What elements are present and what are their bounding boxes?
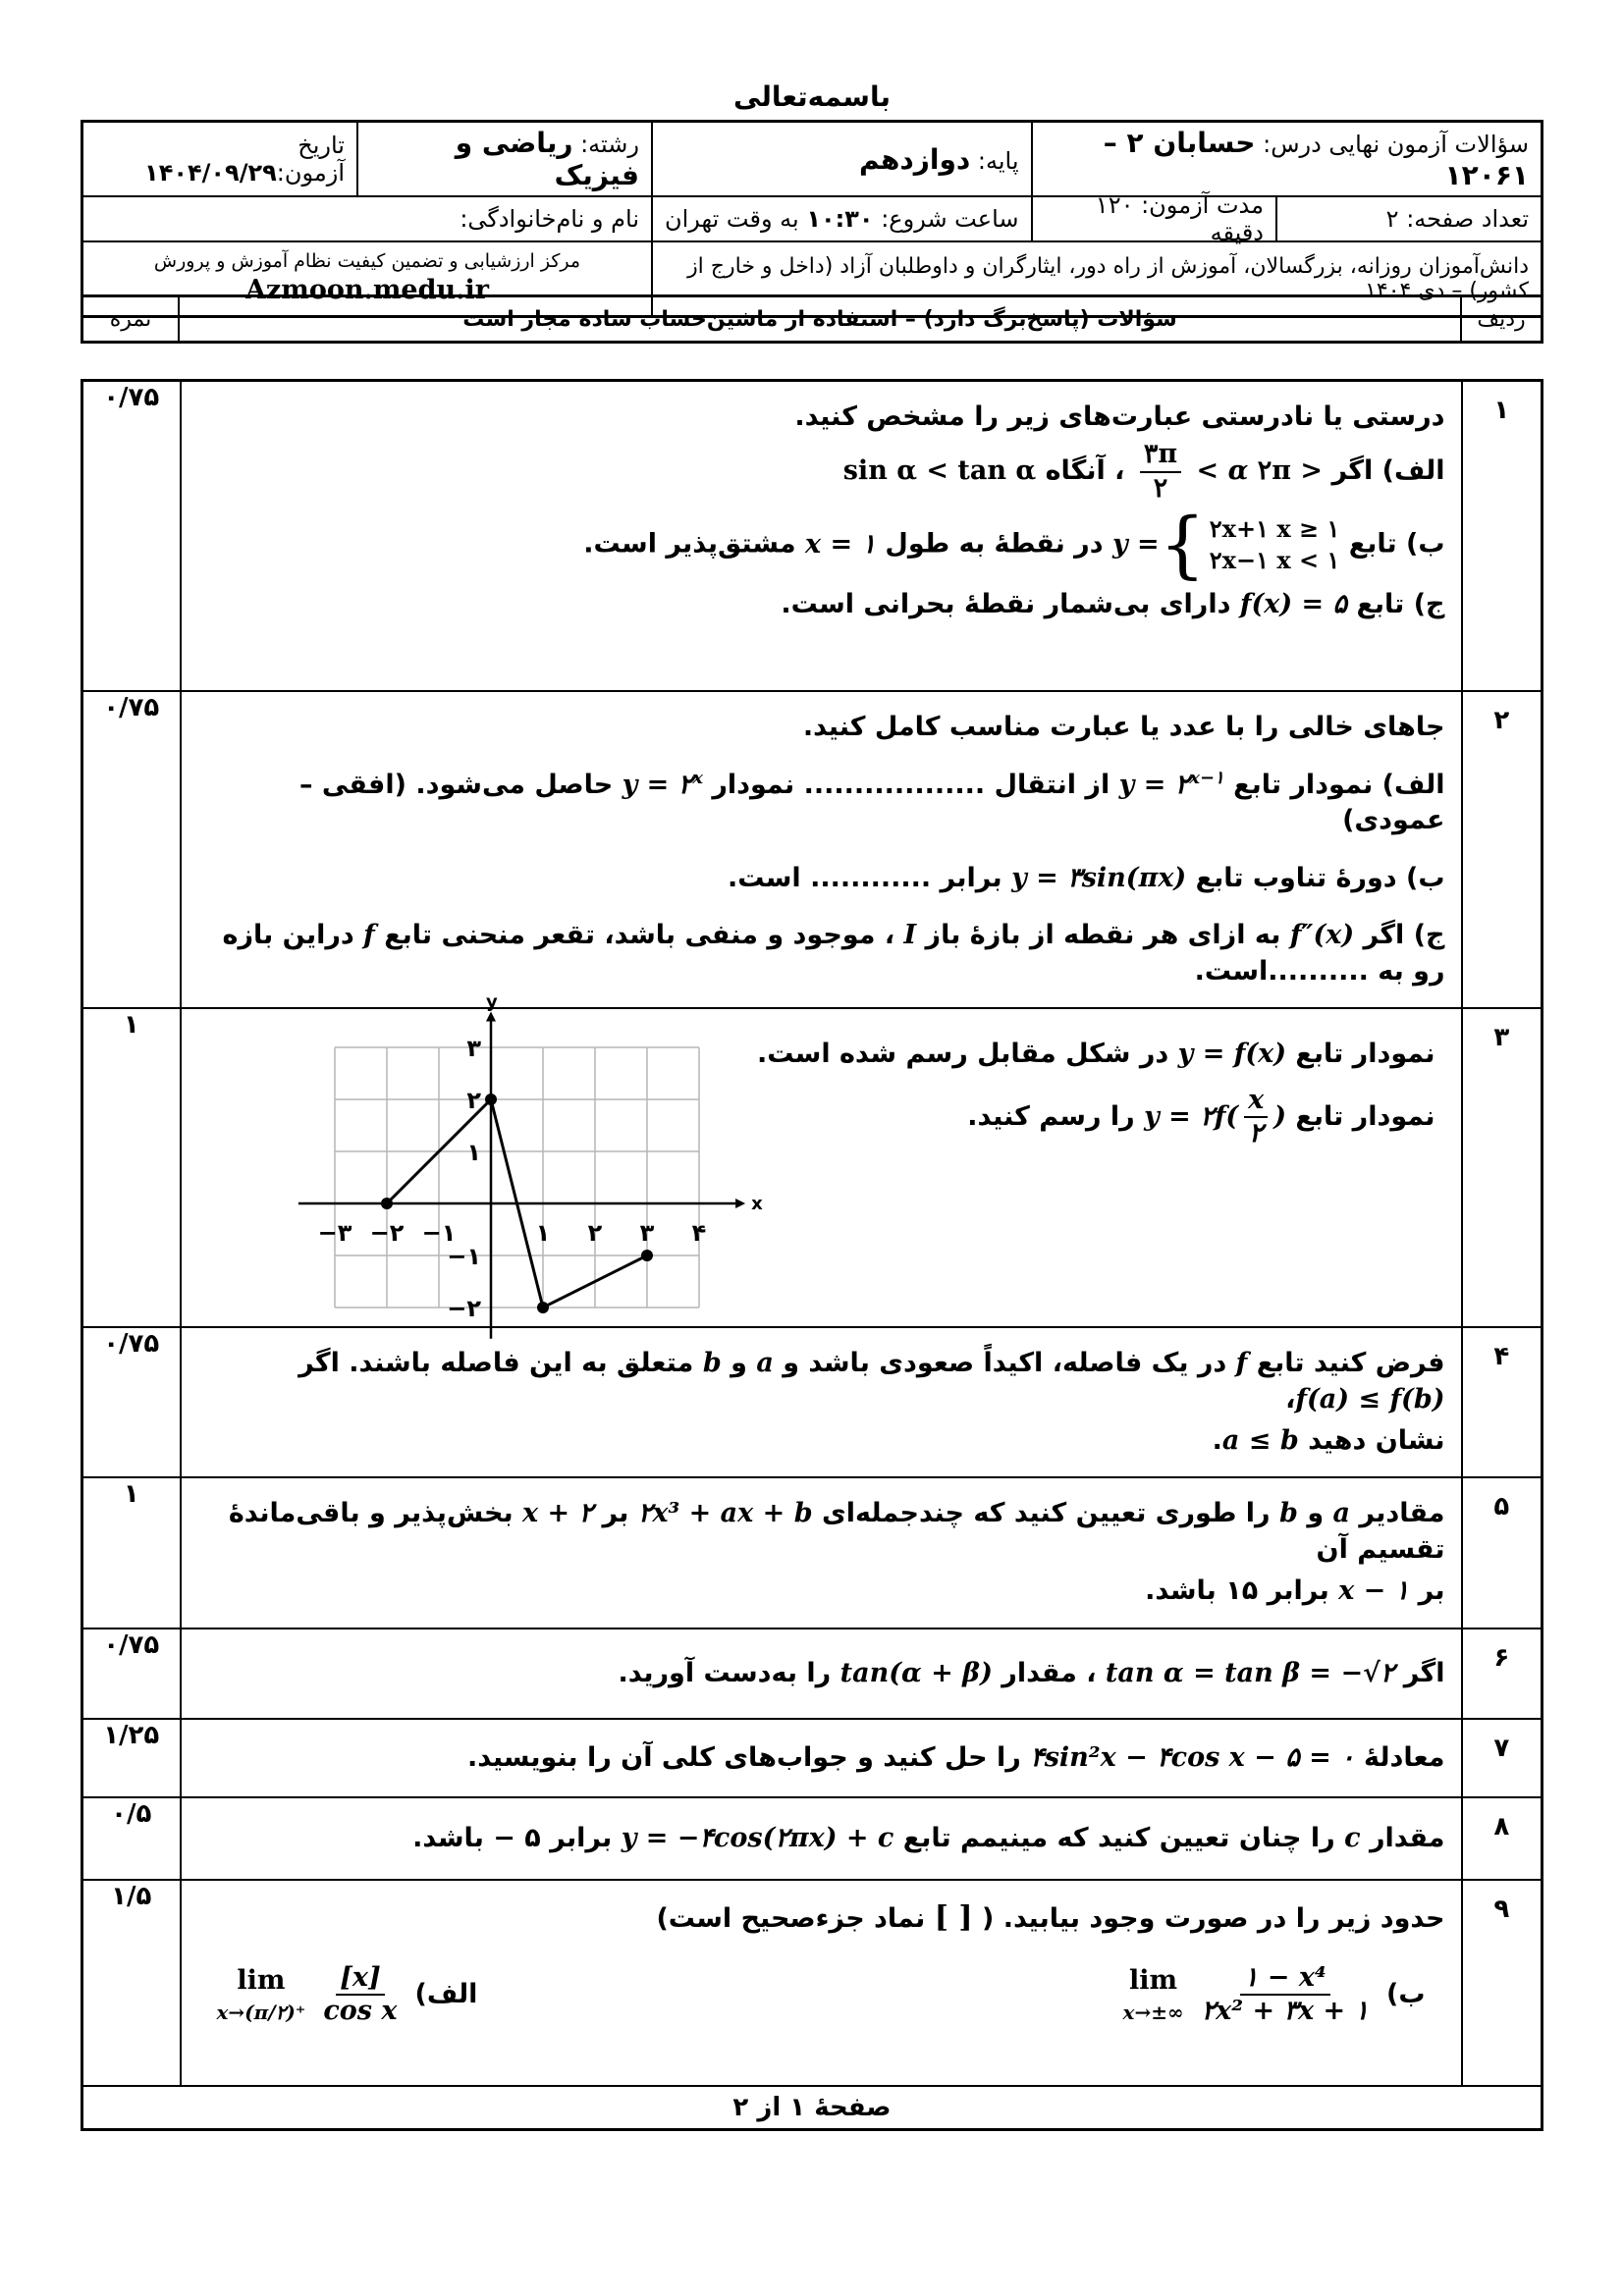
q4-a: a <box>756 1348 774 1379</box>
x-tick-label: ۲ <box>587 1219 602 1248</box>
q9-intro-pre: حدود زیر را در صورت وجود بیابید. ( <box>981 1902 1445 1934</box>
q1-a-lt: < <box>1196 455 1219 487</box>
q3-line2-f: y = ۲f <box>1144 1100 1226 1132</box>
q3-line2-pre: نمودار تابع <box>1295 1100 1435 1132</box>
q1-b-mid: در نقطهٔ به طول <box>885 528 1104 560</box>
q5-and: و <box>1307 1498 1325 1529</box>
question-body <box>181 1880 1462 2086</box>
date-value: ۱۴۰۴/۰۹/۲۹ <box>144 159 277 187</box>
q2-a-f1-base: y = ۲ <box>1118 769 1190 800</box>
q5-by2: بر <box>1418 1575 1445 1607</box>
q4-line2 <box>197 1423 1445 1459</box>
q1-b <box>197 503 1445 588</box>
q5-a: a <box>1332 1498 1351 1529</box>
questions-label: سؤالات (پاسخ‌برگ دارد) – استفاده از ماشین‌حساب ساده مجاز است <box>462 306 1177 332</box>
q9-b-lim: lim <box>1129 1965 1178 1997</box>
question-score: ۰/۵ <box>82 1797 181 1880</box>
q2-c-f2: f <box>363 920 375 951</box>
field-cell <box>357 122 652 197</box>
q4-and: و <box>731 1348 747 1379</box>
q1-b-piecewise <box>1111 503 1340 588</box>
footer-row <box>82 2086 1543 2130</box>
q1-c-pre: ج) تابع <box>1356 589 1445 620</box>
question-row <box>82 1719 1543 1797</box>
q2-intro: جاهای خالی را با عدد یا عبارت مناسب کامل کنید. <box>802 711 1445 742</box>
q4-dot: . <box>1212 1425 1222 1456</box>
q9-a-sub: x→(π/۲)⁺ <box>216 2000 306 2024</box>
question-number: ۵ <box>1462 1477 1543 1628</box>
q1-a-concl: sin α < tan α <box>842 455 1037 487</box>
q5-text-b: را طوری تعیین کنید که چندجمله‌ای <box>821 1498 1271 1529</box>
q9-a <box>217 1963 478 2025</box>
audience-cell: دانش‌آموزان روزانه، بزرگسالان، آموزش از راه دور، ایثارگران و داوطلبان آزاد (داخل و خارج از کشور) – دی ۱۴۰۴ <box>652 241 1543 316</box>
q9-b-num: ۱ − x⁴ <box>1240 1964 1330 1996</box>
q2-a-f1 <box>1119 767 1224 803</box>
question-row <box>82 1797 1543 1880</box>
q7-post: را حل کنید و جواب‌های کلی آن را بنویسید. <box>467 1741 1021 1773</box>
q5-text-d: بخش‌پذیر و باقی‌ماندهٔ تقسیم آن <box>228 1498 1445 1565</box>
q5-divisor2: x − ۱ <box>1338 1575 1410 1607</box>
question-score: ۰/۷۵ <box>82 1327 181 1477</box>
q4-line1 <box>197 1346 1445 1417</box>
q1-b-post: مشتق‌پذیر است. <box>583 528 796 560</box>
q1-b-point: x = ۱ <box>804 528 876 560</box>
question-score: ۱/۲۵ <box>82 1719 181 1797</box>
q5-divisor: x + ۲ <box>522 1498 594 1529</box>
q9-b-den: ۲x² + ۳x + ۱ <box>1201 1995 1370 2026</box>
question-body <box>181 691 1462 1009</box>
question-score: ۰/۷۵ <box>82 1629 181 1719</box>
q1-c-post: دارای بی‌شمار نقطهٔ بحرانی است. <box>781 589 1231 620</box>
q4-ineq: f(a) ≤ f(b) <box>1295 1383 1445 1415</box>
q4-comma: ، <box>1285 1383 1296 1415</box>
question-score: ۰/۷۵ <box>82 381 181 691</box>
q1-a-ineq-left: ۲π > <box>1257 455 1324 487</box>
page-footer: صفحهٔ ۱ از ۲ <box>82 2086 1543 2130</box>
pages-duration-cell <box>1032 191 1543 246</box>
question-number: ۲ <box>1462 691 1543 1009</box>
q1-a-den: ۲ <box>1153 472 1168 504</box>
q2-a-f2-exp: x <box>692 767 703 788</box>
question-score: ۱ <box>82 1008 181 1327</box>
q1-c <box>197 587 1445 622</box>
q3-line2-func: y = ۲f( $\frac{x}{۲}$ ) <box>1144 1084 1286 1148</box>
q9-intro-post: نماد جزءصحیح است) <box>656 1902 926 1934</box>
question-number: ۹ <box>1462 1880 1543 2086</box>
q9-b-expression <box>1123 1963 1379 2025</box>
function-graph <box>309 991 771 1323</box>
q2-c-pre: ج) اگر <box>1363 920 1445 951</box>
q6-expression: tan(α + β) <box>839 1657 993 1688</box>
exam-title-value: حسابان ۲ – ۱۲۰۶۱ <box>1103 127 1529 191</box>
question-number: ۴ <box>1462 1327 1543 1477</box>
grade-cell <box>652 122 1032 197</box>
grade-value: دوازدهم <box>859 142 971 176</box>
start-cell <box>652 196 1032 241</box>
y-axis-label: y <box>485 991 498 1013</box>
name-label: نام و نام‌خانوادگی: <box>460 205 639 233</box>
q2-a <box>197 767 1445 839</box>
date-cell <box>82 122 358 197</box>
question-row <box>82 381 1543 691</box>
q4-show: نشان دهید <box>1308 1425 1445 1456</box>
question-score: ۱ <box>82 1477 181 1628</box>
name-cell <box>82 196 653 241</box>
q4-text-b: در یک فاصله، اکیداً صعودی باشد و <box>783 1348 1227 1379</box>
x-tick-label: ۱ <box>535 1219 550 1248</box>
question-row <box>82 1327 1543 1477</box>
field-value: ریاضی و فیزیک <box>455 127 639 191</box>
question-body <box>181 1719 1462 1797</box>
questions-header-row <box>81 294 1543 344</box>
q8-function: y = −۴cos(۲πx) + c <box>621 1822 894 1853</box>
q3-line1-pre: نمودار تابع <box>1295 1039 1435 1070</box>
q9-a-label: الف) <box>414 1978 478 2009</box>
question-row <box>82 1629 1543 1719</box>
question-body <box>181 1477 1462 1628</box>
q2-c-mid: به ازای هر نقطه از بازهٔ باز <box>925 920 1281 951</box>
start-value: ۱۰:۳۰ <box>806 205 874 233</box>
x-tick-label: ۴ <box>691 1219 706 1248</box>
curve-point <box>381 1198 393 1209</box>
q9-limits <box>197 1963 1445 2025</box>
q1-c-func: f(x) = ۵ <box>1239 589 1348 620</box>
website: Azmoon.medu.ir <box>244 274 490 305</box>
exam-title-label: سؤالات آزمون نهایی درس: <box>1263 131 1529 158</box>
q8-pre: مقدار <box>1369 1822 1445 1853</box>
q5-line2 <box>197 1574 1445 1609</box>
question-body <box>181 1629 1462 1719</box>
q2-b-func: y = ۳sin(πx) <box>1011 862 1187 893</box>
q7-pre: معادلهٔ <box>1364 1741 1445 1773</box>
q4-text-c: متعلق به این فاصله باشند. اگر <box>298 1348 694 1379</box>
q1-a-num: ۳π <box>1140 441 1181 472</box>
question-body <box>181 1797 1462 1880</box>
q9-b <box>1123 1963 1426 2025</box>
q8-mid: را چنان تعیین کنید که مینیمم تابع <box>902 1822 1335 1853</box>
q2-b <box>197 861 1445 896</box>
q9-a-den: cos x <box>323 1995 398 2026</box>
question-number: ۷ <box>1462 1719 1543 1797</box>
field-label: رشته: <box>580 131 639 158</box>
q1-a-fraction <box>1140 441 1181 503</box>
y-tick-label: −۱ <box>446 1243 481 1271</box>
pages-label: تعداد صفحه: ۲ <box>1275 197 1541 240</box>
x-tick-label: −۱ <box>421 1219 456 1248</box>
q6-pre: اگر <box>1403 1657 1445 1688</box>
grade-label: پایه: <box>977 146 1019 175</box>
q1-b-pre: ب) تابع <box>1348 528 1445 560</box>
q2-a-f2 <box>623 767 703 803</box>
q4-b: b <box>702 1348 722 1379</box>
question-number: ۳ <box>1462 1008 1543 1327</box>
y-tick-label: ۳ <box>465 1035 481 1063</box>
q1-b-case1: ۲x+۱ x ≥ ۱ <box>1209 513 1340 543</box>
q3-line2-post: را رسم کنید. <box>967 1100 1135 1132</box>
exam-title-cell <box>1032 122 1543 197</box>
curve-point <box>537 1302 549 1313</box>
question-number: ۱ <box>1462 381 1543 691</box>
score-label: نمره <box>83 297 180 341</box>
page-title: باسمه‌تعالی <box>733 80 891 113</box>
question-score: ۰/۷۵ <box>82 691 181 1009</box>
curve-point <box>485 1094 497 1105</box>
q7-equation: ۴sin²x − ۴cos x − ۵ = ۰ <box>1030 1741 1355 1773</box>
question-score: ۱/۵ <box>82 1880 181 2086</box>
question-number: ۸ <box>1462 1797 1543 1880</box>
question-row <box>82 1008 1543 1327</box>
q9-b-sub: x→±∞ <box>1122 2000 1184 2024</box>
q6-post: را به‌دست آورید. <box>618 1657 832 1688</box>
q2-b-pre: ب) دورهٔ تناوب تابع <box>1195 862 1445 893</box>
q1-a-pre: الف) اگر <box>1331 455 1445 487</box>
y-tick-label: ۱ <box>465 1139 481 1167</box>
q2-a-f1-exp: x−۱ <box>1189 767 1224 788</box>
q6-mid: ، مقدار <box>1001 1657 1097 1688</box>
q3-line1-f: y = f(x) <box>1177 1039 1286 1070</box>
q9-b-label: ب) <box>1386 1978 1426 2009</box>
q2-c-post: دراین بازه رو به ..........است. <box>222 920 1445 987</box>
q2-c-interval: I <box>903 920 917 951</box>
x-tick-label: ۳ <box>639 1219 654 1248</box>
x-tick-label: −۳ <box>317 1219 352 1248</box>
q1-a <box>197 441 1445 503</box>
q2-a-post: حاصل می‌شود. (افقی – عمودی) <box>299 769 1445 836</box>
q2-c <box>197 918 1445 989</box>
x-axis-label: x <box>750 1194 763 1215</box>
q2-c-mid2: ، موجود و منفی باشد، تقعر منحنی تابع <box>384 920 895 951</box>
questions-table <box>81 379 1543 2131</box>
question-number: ۶ <box>1462 1629 1543 1719</box>
y-axis-arrow-icon <box>486 1012 496 1022</box>
start-suffix: به وقت تهران <box>665 205 799 233</box>
q9-intro <box>197 1898 1445 1939</box>
q1-b-case2: ۲x−۱ x < ۱ <box>1209 546 1340 575</box>
q2-a-f2-base: y = ۲ <box>622 769 693 800</box>
question-body <box>181 1327 1462 1477</box>
q3-line1-post: در شکل مقابل رسم شده است. <box>756 1039 1169 1070</box>
row-label: ردیف <box>1460 297 1541 341</box>
brace-icon: { <box>1159 503 1206 588</box>
q5-poly: ۲x³ + ax + b <box>637 1498 813 1529</box>
question-row <box>82 1477 1543 1628</box>
exam-header <box>81 120 1543 318</box>
floor-bracket-icon: [ ] <box>934 1899 973 1935</box>
q9-a-num: [x] <box>336 1964 385 1996</box>
q5-text-a: مقادیر <box>1359 1498 1445 1529</box>
q8-post: برابر ۵ − باشد. <box>412 1822 613 1853</box>
duration-label: مدت آزمون: ۱۲۰ دقیقه <box>1095 191 1264 246</box>
center-name: مرکز ارزشیابی و تضمین کیفیت نظام آموزش و پرورش <box>153 250 581 272</box>
q1-intro: درستی یا نادرستی عبارت‌های زیر را مشخص کنید. <box>794 401 1445 432</box>
x-tick-label: −۲ <box>369 1219 404 1248</box>
y-tick-label: ۲ <box>465 1087 481 1115</box>
q5-text-e: برابر ۱۵ باشد. <box>1145 1575 1329 1607</box>
q4-f: f <box>1235 1348 1248 1379</box>
question-row <box>82 1880 1543 2086</box>
q2-b-post: برابر ............ است. <box>728 862 1002 893</box>
q6-condition: tan α = tan β = −√۲ <box>1105 1657 1395 1688</box>
start-label: ساعت شروع: <box>881 205 1019 233</box>
question-body <box>181 991 1462 1327</box>
q4-result: a ≤ b <box>1221 1425 1299 1456</box>
q3-line2-den: ۲ <box>1248 1117 1264 1148</box>
q5-b: b <box>1279 1498 1298 1529</box>
curve-point <box>641 1250 653 1261</box>
q2-a-pre: الف) نمودار تابع <box>1233 769 1445 800</box>
q9-a-expression <box>217 1963 407 2025</box>
q9-a-lim: lim <box>237 1965 286 1997</box>
q2-c-f: f″(x) <box>1289 920 1355 951</box>
q1-a-then: ، آنگاه <box>1045 455 1125 487</box>
y-tick-label: −۲ <box>446 1295 481 1323</box>
x-axis-arrow-icon <box>735 1199 745 1208</box>
q1-b-y: y = <box>1111 528 1160 560</box>
date-label: تاریخ آزمون: <box>276 132 345 187</box>
q2-a-mid: از انتقال .................. نمودار <box>712 769 1110 800</box>
question-row <box>82 691 1543 1009</box>
q5-by: بر <box>602 1498 629 1529</box>
q1-a-alpha: α <box>1227 455 1249 487</box>
q3-line2-num: x <box>1244 1087 1268 1118</box>
q5-line1 <box>197 1496 1445 1568</box>
q8-c: c <box>1344 1822 1361 1853</box>
q4-text-a: فرض کنید تابع <box>1256 1348 1445 1379</box>
question-body <box>181 381 1462 691</box>
